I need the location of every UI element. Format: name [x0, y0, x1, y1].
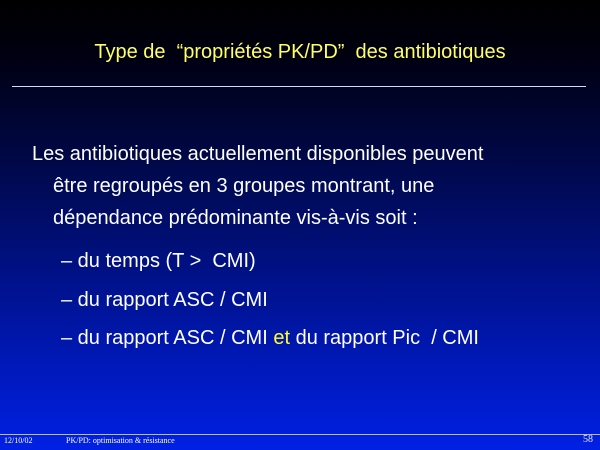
bullet-asc-and-peak-cmi: [61, 325, 479, 351]
highlight-et: et: [273, 327, 291, 349]
footer-date: 12/10/02: [4, 436, 33, 445]
intro-paragraph: [32, 138, 577, 234]
slide-title: Type de “propriétés PK/PD” des antibiotiques: [94, 41, 506, 63]
bullet-text-before: – du rapport ASC / CMI: [61, 327, 274, 349]
bullet-text-after: du rapport Pic / CMI: [290, 327, 479, 349]
bullet-time: – du temps (T > CMI): [61, 250, 256, 272]
page-number: 58: [583, 434, 593, 445]
intro-line-2: être regroupés en 3 groupes montrant, une: [53, 175, 435, 197]
bullet-asc-cmi: – du rapport ASC / CMI: [61, 289, 268, 311]
footer-title: PK/PD: optimisation & résistance: [66, 436, 175, 445]
intro-line-3: dépendance prédominante vis-à-vis soit :: [53, 207, 418, 229]
intro-line-1: Les antibiotiques actuellement disponibles peuvent: [32, 143, 484, 165]
footer-divider: [0, 434, 600, 435]
title-divider: [12, 86, 586, 87]
